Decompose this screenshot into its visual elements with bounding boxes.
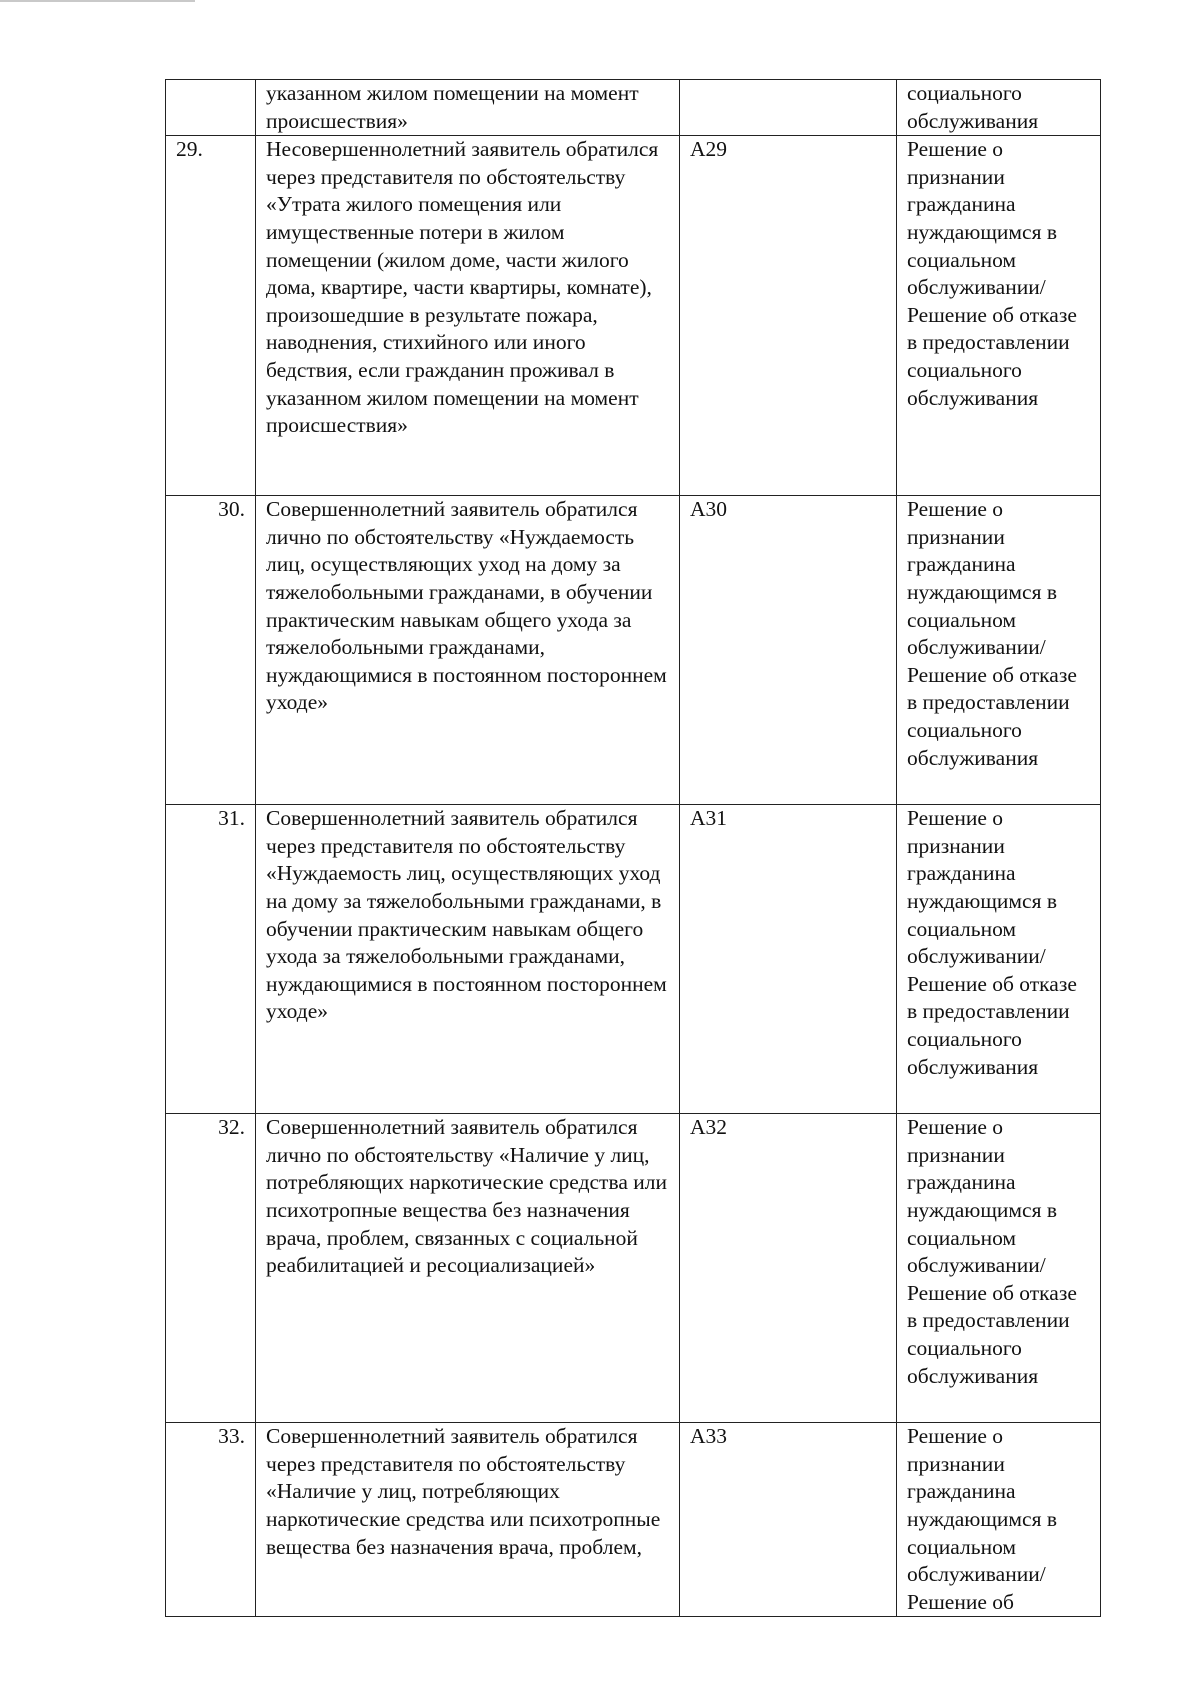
row-description: Совершеннолетний заявитель обратился через представителя по обстоятельству «Наличие у лиц, потребляющих наркотические средства или психотропные вещества без назначения врача, проблем,	[256, 1423, 680, 1617]
row-description: Несовершеннолетний заявитель обратился через представителя по обстоятельству «Утрата жилого помещения или имущественные потери в жилом помещении (жилом доме, части жилого дома, квартире, части квартиры, комнате), произошедшие в результате пожара, наводнения, стихийного или иного бедствия, если гражданин проживал в указанном жилом помещении на момент происшествия»	[256, 136, 680, 496]
row-number: 29.	[166, 136, 256, 496]
row-number: 32.	[166, 1114, 256, 1423]
row-result: Решение о признании гражданина нуждающимся в социальном обслуживании/ Решение об отказе в предоставлении социального обслуживания	[897, 1114, 1101, 1423]
row-code: А30	[680, 496, 897, 805]
row-description: Совершеннолетний заявитель обратился лично по обстоятельству «Нуждаемость лиц, осуществляющих уход на дому за тяжелобольными гражданами, в обучении практическим навыкам общего ухода за тяжелобольными гражданами, нуждающимися в постоянном постороннем уходе»	[256, 496, 680, 805]
row-result: Решение о признании гражданина нуждающимся в социальном обслуживании/ Решение об отказе в предоставлении социального обслуживания	[897, 496, 1101, 805]
table-row	[166, 1423, 1101, 1617]
table-row	[166, 496, 1101, 805]
row-code: А32	[680, 1114, 897, 1423]
row-number	[166, 80, 256, 136]
table-row	[166, 136, 1101, 496]
row-code	[680, 80, 897, 136]
row-code: А31	[680, 805, 897, 1114]
row-description: Совершеннолетний заявитель обратился лично по обстоятельству «Наличие у лиц, потребляющих наркотические средства или психотропные вещества без назначения врача, проблем, связанных с социальной реабилитацией и ресоциализацией»	[256, 1114, 680, 1423]
row-description: указанном жилом помещении на момент происшествия»	[256, 80, 680, 136]
row-code: А29	[680, 136, 897, 496]
row-code: А33	[680, 1423, 897, 1617]
row-number: 30.	[166, 496, 256, 805]
row-result: Решение о признании гражданина нуждающимся в социальном обслуживании/ Решение об отказе в предоставлении социального обслуживания	[897, 136, 1101, 496]
services-table	[165, 79, 1101, 1617]
row-result: Решение о признании гражданина нуждающимся в социальном обслуживании/ Решение об	[897, 1423, 1101, 1617]
table-row	[166, 805, 1101, 1114]
row-result: Решение о признании гражданина нуждающимся в социальном обслуживании/ Решение об отказе в предоставлении социального обслуживания	[897, 805, 1101, 1114]
scan-edge-mark	[0, 0, 195, 2]
table-row	[166, 80, 1101, 136]
row-result: социального обслуживания	[897, 80, 1101, 136]
row-number: 33.	[166, 1423, 256, 1617]
row-description: Совершеннолетний заявитель обратился через представителя по обстоятельству «Нуждаемость лиц, осуществляющих уход на дому за тяжелобольными гражданами, в обучении практическим навыкам общего ухода за тяжелобольными гражданами, нуждающимися в постоянном постороннем уходе»	[256, 805, 680, 1114]
table-row	[166, 1114, 1101, 1423]
row-number: 31.	[166, 805, 256, 1114]
